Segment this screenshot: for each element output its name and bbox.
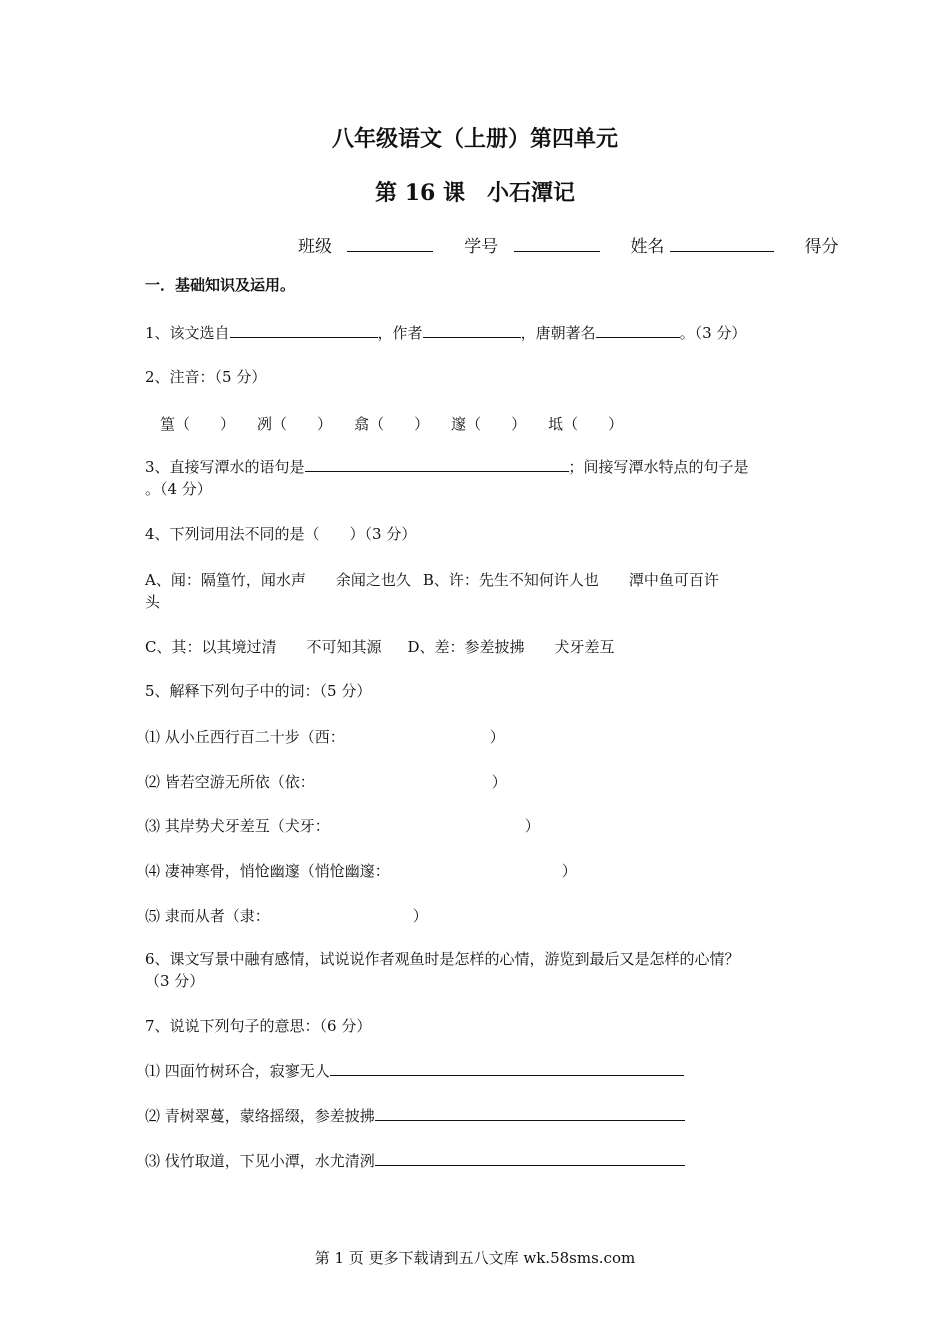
- question-1: 1、该文选自 ，作者 ，唐朝著名 。（3 分）: [145, 324, 747, 342]
- q7-answer-blank[interactable]: [375, 1151, 685, 1166]
- option-a: A、闻：隔篁竹，闻水声 余闻之也久: [145, 571, 411, 589]
- question-3-cont: 。（4 分）: [145, 480, 212, 498]
- class-blank[interactable]: [347, 237, 433, 252]
- option-d: D、差：参差披拂 犬牙差互: [407, 638, 615, 656]
- q7-item: ⑴ 四面竹树环合，寂寥无人: [145, 1060, 684, 1081]
- q1-blank-author[interactable]: [423, 323, 521, 338]
- option-c-d: [145, 636, 615, 657]
- class-label: 班级: [298, 237, 332, 257]
- option-b-cont: 头: [145, 593, 161, 611]
- score-label: 得分: [804, 237, 839, 257]
- option-b: B、许：先生不知何许人也 潭中鱼可百许: [422, 571, 719, 589]
- q7-answer-blank[interactable]: [375, 1106, 685, 1121]
- pinyin-item: 篁（ ）: [160, 415, 236, 433]
- q5-item: ⑴ 从小丘西行百二十步（西： ）: [145, 728, 505, 746]
- q7-item: ⑶ 伐竹取道，下见小潭，水尤清洌: [145, 1150, 685, 1171]
- pinyin-item: 翕（ ）: [354, 415, 430, 433]
- page-title: 八年级语文（上册）第四单元: [331, 126, 618, 152]
- q3-blank[interactable]: [305, 457, 569, 472]
- pinyin-row: [160, 413, 623, 434]
- pinyin-item: 坻（ ）: [548, 415, 624, 433]
- question-6: 6、课文写景中融有感情，试说说作者观鱼时是怎样的心情，游览到最后又是怎样的心情？: [145, 950, 740, 968]
- q1-blank-title[interactable]: [596, 323, 680, 338]
- pinyin-item: 冽（ ）: [257, 415, 333, 433]
- q5-item: ⑶ 其岸势犬牙差互（犬牙： ）: [145, 817, 540, 835]
- page-footer: 第 1 页 更多下载请到五八文库 wk.58sms.com: [314, 1249, 636, 1267]
- q1-blank-source[interactable]: [230, 323, 378, 338]
- question-7: 7、说说下列句子的意思：（6 分）: [145, 1017, 372, 1035]
- q7-answer-blank[interactable]: [330, 1061, 684, 1076]
- number-blank[interactable]: [514, 237, 600, 252]
- q5-item: ⑷ 凄神寒骨，悄怆幽邃（悄怆幽邃： ）: [145, 862, 577, 880]
- name-blank[interactable]: [670, 237, 774, 252]
- name-label: 姓名: [630, 237, 665, 257]
- question-3: 3、直接写潭水的语句是 ；间接写潭水特点的句子是: [145, 458, 749, 476]
- q5-item: ⑵ 皆若空游无所依（依： ）: [145, 773, 507, 791]
- q7-item: ⑵ 青树翠蔓，蒙络摇缀，参差披拂: [145, 1105, 685, 1126]
- option-c: C、其：以其境过清 不可知其源: [145, 638, 382, 656]
- pinyin-item: 邃（ ）: [451, 415, 527, 433]
- option-a-b: [145, 569, 719, 590]
- section-heading: 一．基础知识及运用。: [145, 276, 296, 294]
- question-4: 4、下列词用法不同的是（ ）（3 分）: [145, 525, 417, 543]
- question-5: 5、解释下列句子中的词：（5 分）: [145, 682, 372, 700]
- question-6-cont: （3 分）: [145, 972, 205, 990]
- number-label: 学号: [464, 237, 499, 257]
- question-2: 2、注音：（5 分）: [145, 368, 267, 386]
- student-info-row: [298, 232, 839, 257]
- q5-item: ⑸ 隶而从者（隶： ）: [145, 907, 428, 925]
- lesson-title: 第 16 课 小石潭记: [375, 180, 575, 206]
